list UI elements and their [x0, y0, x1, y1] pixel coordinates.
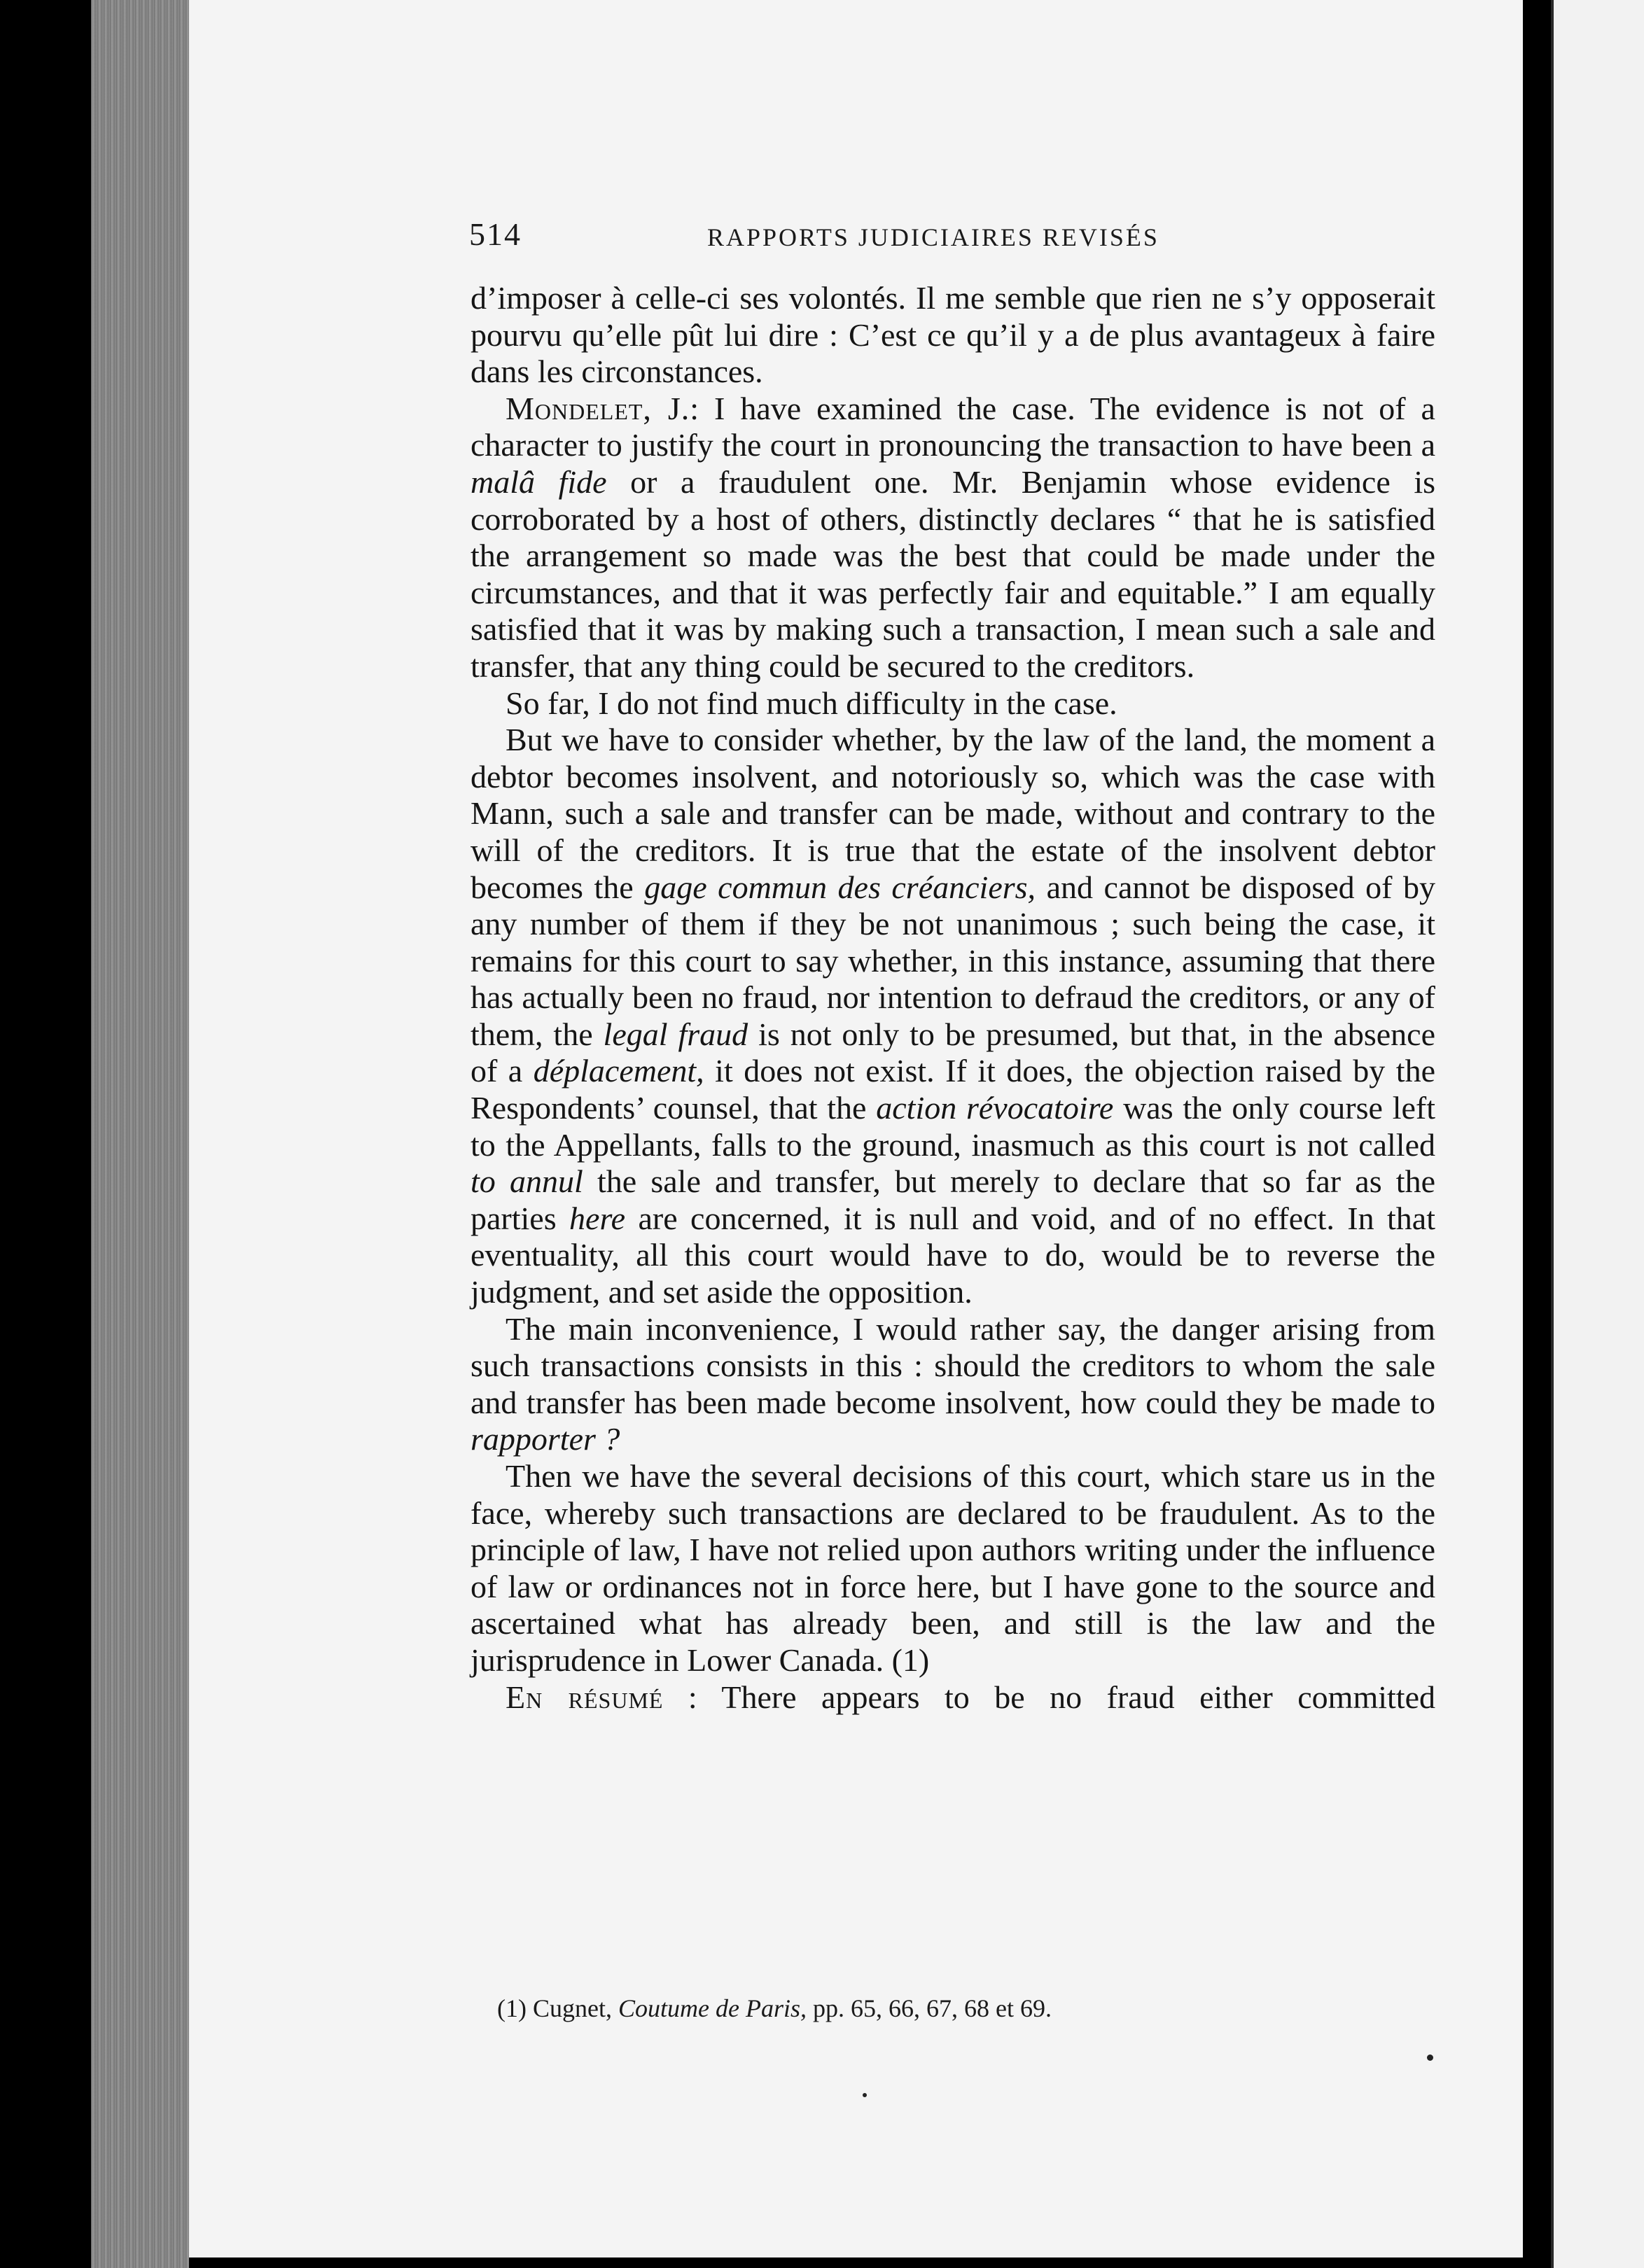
paragraph-inconvenience: The main inconvenience, I would rather say, the danger arising from such transactions consists in this : should the creditors to whom the sale and transfer has been made become insolvent, how could they be made to rapporter ? [471, 1310, 1435, 1457]
running-title: RAPPORTS JUDICIAIRES REVISÉS [707, 223, 1159, 251]
body-text [471, 280, 1435, 1716]
paragraph-law-of-land: But we have to consider whether, by the law of the land, the moment a debtor becomes insolvent, and notoriously so, which was the case with Mann, such a sale and transfer can be made, without and contrary to the will of the creditors. It is true that the estate of the insolvent debtor becomes the gage commun des créanciers, and cannot be disposed of by any number of them if they be not unanimous ; such being the case, it remains for this court to say whether, in this instance, assuming that there has actually been no fraud, nor intention to defraud the creditors, or any of them, the legal fraud is not only to be presumed, but that, in the absence of a déplacement, it does not exist. If it does, the objection raised by the Respondents’ counsel, that the action révocatoire was the only course left to the Appellants, falls to the ground, inasmuch as this court is not called to annul the sale and transfer, but merely to declare that so far as the parties here are concerned, it is null and void, and of no effect. In that eventuality, all this court would have to do, would be to reverse the judgment, and set aside the opposition. [471, 722, 1436, 1310]
ink-speck [863, 2093, 867, 2097]
book-page-edges [91, 0, 189, 2268]
en-resume-label: En résumé [506, 1679, 664, 1715]
paragraph-en-resume: En résumé : There appears to be no fraud either committed [506, 1679, 1435, 1715]
running-head [469, 216, 1435, 258]
ink-speck [1427, 2054, 1433, 2061]
paragraph-so-far: So far, I do not find much difficulty in the case. [506, 685, 1117, 721]
paragraph-mondelet: Mondelet, J.: I have examined the case. The evidence is not of a character to justify the court in pronouncing the transaction to have been a malâ fide or a fraudulent one. Mr. Benjamin whose evidence is corroborated by a host of others, distinctly declares “ that he is satisfied the arrangement so made was the best that could be made under the circumstances, and that it was perfectly fair and equitable.” I am equally satisfied that it was by making such a transaction, I mean such a sale and transfer, that any thing could be secured to the creditors. [471, 390, 1435, 684]
page-number: 514 [469, 216, 522, 252]
footnote-title: Coutume de Paris, [618, 1994, 807, 2022]
footnote: (1) Cugnet, Coutume de Paris, pp. 65, 66, 67, 68 et 69. [497, 1994, 1052, 2022]
judge-name: Mondelet, J. [506, 390, 690, 426]
footnote-marker: (1) [497, 1994, 527, 2022]
facing-page-edge [1551, 0, 1644, 2268]
paragraph-continuation: d’imposer à celle-ci ses volontés. Il me semble que rien ne s’y opposerait pourvu qu’elle pût lui dire : C’est ce qu’il y a de plus avantageux à faire dans les circonstances. [471, 280, 1435, 390]
paragraph-decisions: Then we have the several decisions of this court, which stare us in the face, whereby such transactions are declared to be fraudulent. As to the principle of law, I have not relied upon authors writing under the influence of law or ordinances not in force here, but I have gone to the source and ascertained what has already been, and still is the law and the jurisprudence in Lower Canada. (1) [471, 1458, 1435, 1678]
